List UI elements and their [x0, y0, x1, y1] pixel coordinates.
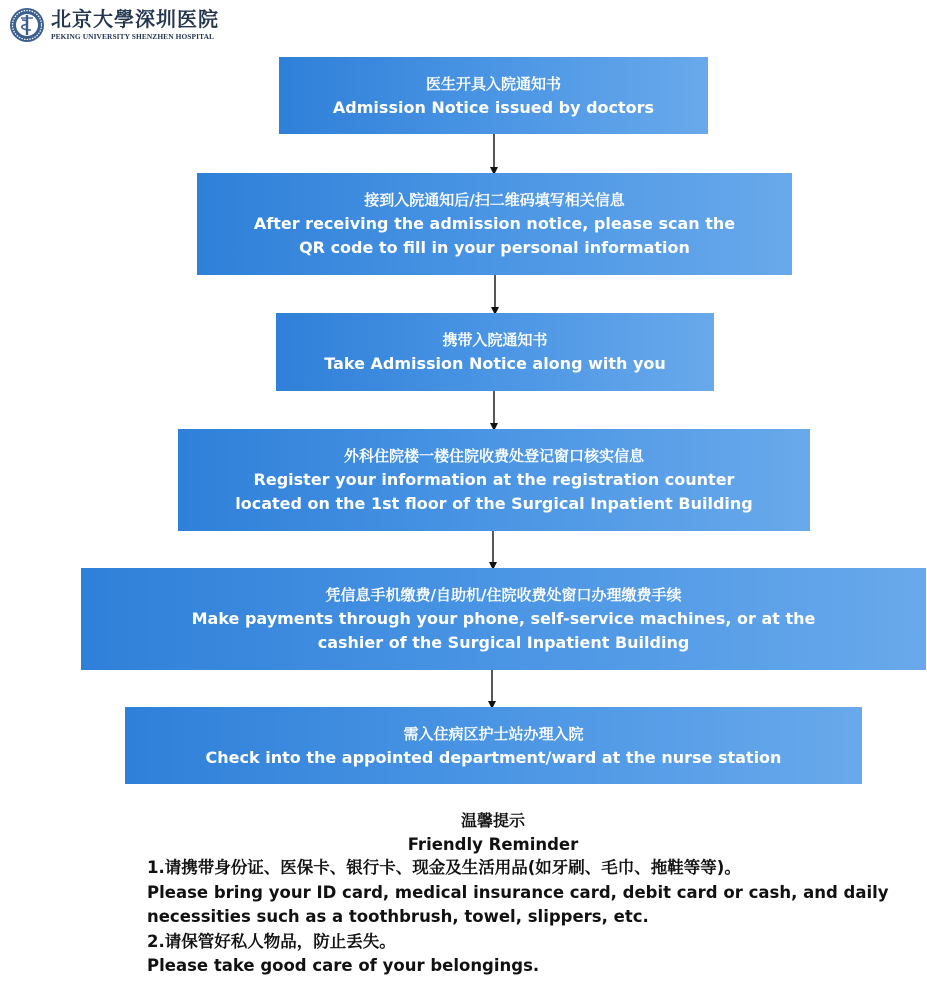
hospital-emblem-icon: [9, 7, 45, 43]
step-label-en: Take Admission Notice along with you: [324, 354, 666, 373]
flow-step-admission-notice: [279, 57, 708, 134]
reminder-item-2-cn: 2.请保管好私人物品，防止丢失。: [147, 931, 396, 951]
flow-step-check-in-ward: [125, 707, 862, 784]
reminder-list: [147, 856, 907, 979]
reminder-item-2-en: Please take good care of your belongings.: [147, 956, 540, 975]
logo-chinese-name: 北京大學深圳医院: [51, 7, 219, 32]
logo-english-name: PEKING UNIVERSITY SHENZHEN HOSPITAL: [51, 32, 215, 42]
step-label-cn: 携带入院通知书: [442, 331, 548, 349]
flow-step-take-notice: [276, 313, 714, 391]
flow-step-scan-qr-code: [197, 173, 792, 275]
step-label-en: Make payments through your phone, self-service machines, or at the cashier of the Surgical Inpatient Building: [191, 609, 816, 652]
reminder-item-1-cn: 1.请携带身份证、医保卡、银行卡、现金及生活用品(如牙刷、毛巾、拖鞋等等)。: [147, 858, 741, 877]
flow-step-register-info: [178, 429, 810, 531]
step-label-cn: 凭信息手机缴费/自助机/住院收费处窗口办理缴费手续: [325, 586, 682, 604]
flow-step-make-payment: [81, 568, 926, 670]
hospital-logo: [9, 5, 219, 45]
step-label-en: Register your information at the registration counter located on the 1st floor of the Surgical Inpatient Building: [235, 470, 753, 513]
reminder-title-cn: 温馨提示: [460, 811, 525, 830]
step-label-cn: 需入住病区护士站办理入院: [403, 724, 584, 743]
step-label-cn: 医生开具入院通知书: [425, 74, 561, 93]
step-label-cn: 外科住院楼一楼住院收费处登记窗口核实信息: [343, 447, 644, 465]
step-label-en: After receiving the admission notice, please scan the QR code to fill in your personal information: [253, 214, 736, 257]
reminder-title-en: Friendly Reminder: [407, 835, 579, 854]
step-label-cn: 接到入院通知后/扫二维码填写相关信息: [364, 191, 625, 209]
reminder-item-1-en: Please bring your ID card, medical insurance card, debit card or cash, and daily necessities such as a toothbrush, towel, slippers, etc.: [147, 882, 889, 926]
step-label-en: Check into the appointed department/ward at the nurse station: [205, 747, 782, 767]
step-label-en: Admission Notice issued by doctors: [332, 97, 655, 117]
